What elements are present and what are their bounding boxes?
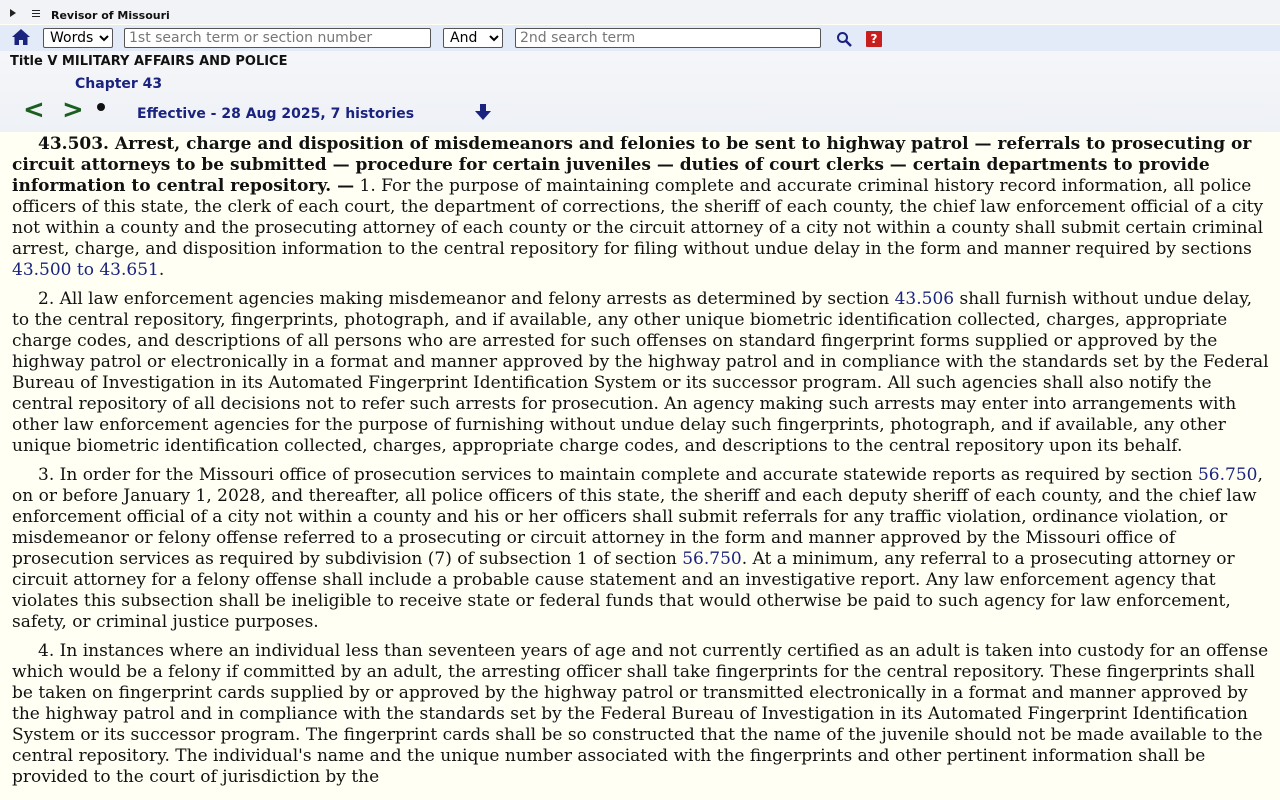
search-mode-select[interactable]: [43, 28, 113, 48]
home-icon[interactable]: [11, 27, 31, 47]
first-search-input[interactable]: [124, 28, 431, 48]
paragraph-text: shall furnish without undue delay, to the central repository, fingerprints, photograph, and if available, any other unique biometric identification collected, charges, appropriate charge codes, and descriptions of all persons who are arrested for such offenses on standard fingerprint forms supplied or approved by the highway patrol or electronically in a format and manner approved by the highway patrol and in compliance with the standards set by the Federal Bureau of Investigation in its Automated Fingerprint Identification System or its successor program. All such agencies shall also notify the central repository of all decisions not to refer such arrests for prosecution. An agency making such arrests may enter into arrangements with other law enforcement agencies for the purpose of furnishing without undue delay such fingerprints, photograph, and if available, any other unique biometric identification collected, charges, appropriate charge codes, and descriptions to the central repository upon its behalf.: [12, 289, 1269, 456]
paragraph-text: 2. All law enforcement agencies making misdemeanor and felony arrests as determined by section: [38, 289, 890, 309]
next-section-button[interactable]: >: [62, 95, 84, 125]
navigation-area: [0, 51, 1280, 132]
section-link-56-750[interactable]: 56.750: [1197, 465, 1258, 485]
effective-date-link[interactable]: Effective - 28 Aug 2025, 7 histories: [137, 106, 415, 122]
top-bar: [0, 0, 1280, 24]
search-operator-select[interactable]: [443, 28, 503, 48]
chapter-link[interactable]: Chapter 43: [75, 76, 163, 92]
section-paragraph-4: [12, 641, 1274, 788]
section-range-link[interactable]: 43.500 to 43.651: [12, 260, 159, 280]
paragraph-text: . At a minimum, any referral to a prosecuting attorney or circuit attorney for a felony offense shall include a probable cause statement and an investigative report. Any law enforcement agency that violates this subsection shall be ineligible to receive state or federal funds that would otherwise be paid to such agency for law enforcement, safety, or criminal justice purposes.: [12, 549, 1235, 632]
previous-section-button[interactable]: <: [23, 95, 45, 125]
search-icon[interactable]: [836, 31, 852, 47]
section-paragraph-1: [12, 134, 1274, 281]
paragraph-text: .: [158, 260, 165, 280]
paragraph-text: 3. In order for the Missouri office of prosecution services to maintain complete and accurate statewide reports as required by section: [38, 465, 1193, 485]
section-paragraph-3: [12, 465, 1274, 633]
help-icon[interactable]: ?: [866, 31, 882, 47]
paragraph-text: , on or before January 1, 2028, and thereafter, all police officers of this state, the sheriff and each deputy sheriff of each county, and the chief law enforcement official of a city not within a county and his or her officers shall submit referrals for any traffic violation, ordinance violation, or misdemeanor or felony offense referred to a prosecuting or circuit attorney in the form and manner approved by the Missouri office of prosecution services as required by subdivision (7) of subsection 1 of section: [12, 465, 1263, 569]
section-content: [12, 133, 1274, 800]
site-name[interactable]: Revisor of Missouri: [51, 9, 170, 22]
title-heading[interactable]: Title V MILITARY AFFAIRS AND POLICE: [10, 54, 288, 69]
search-bar: [0, 25, 1280, 51]
current-section-dot-icon[interactable]: [97, 103, 105, 111]
second-search-input[interactable]: [515, 28, 821, 48]
menu-icon[interactable]: [32, 10, 40, 19]
section-title: Arrest, charge and disposition of misdemeanors and felonies to be sent to highway patrol — referrals to prosecuting or circuit attorneys to be submitted — procedure for certain juveniles — duties of court clerks — certain departments to provide information to central repository. —: [12, 134, 1252, 196]
expand-triangle-icon[interactable]: [10, 9, 16, 17]
down-arrow-icon[interactable]: [474, 103, 492, 121]
section-number: 43.503.: [38, 134, 109, 154]
section-paragraph-2: [12, 289, 1274, 457]
paragraph-text: 4. In instances where an individual less than seventeen years of age and not currently certified as an adult is taken into custody for an offense which would be a felony if committed by an adult, the arresting officer shall take fingerprints for the central repository. These fingerprints shall be taken on fingerprint cards supplied by or approved by the highway patrol or transmitted electronically in a format and manner approved by the highway patrol and in compliance with the standards set by the Federal Bureau of Investigation in its Automated Fingerprint Identification System or its successor program. The fingerprint cards shall be so constructed that the name of the juvenile should not be made available to the central repository. The individual's name and the unique number associated with the fingerprints and other pertinent information shall be provided to the court of jurisdiction by the: [12, 641, 1269, 787]
section-link-56-750[interactable]: 56.750: [682, 549, 742, 569]
section-link-43-506[interactable]: 43.506: [894, 289, 955, 309]
paragraph-text: 1. For the purpose of maintaining complete and accurate criminal history record information, all police officers of this state, the clerk of each court, the department of corrections, the sheriff of each county, the chief law enforcement official of a city not within a county and the prosecuting attorney of each county or the circuit attorney of a city not within a county shall submit certain criminal arrest, charge, and disposition information to the central repository for filing without undue delay in the form and manner required by sections: [12, 176, 1264, 259]
